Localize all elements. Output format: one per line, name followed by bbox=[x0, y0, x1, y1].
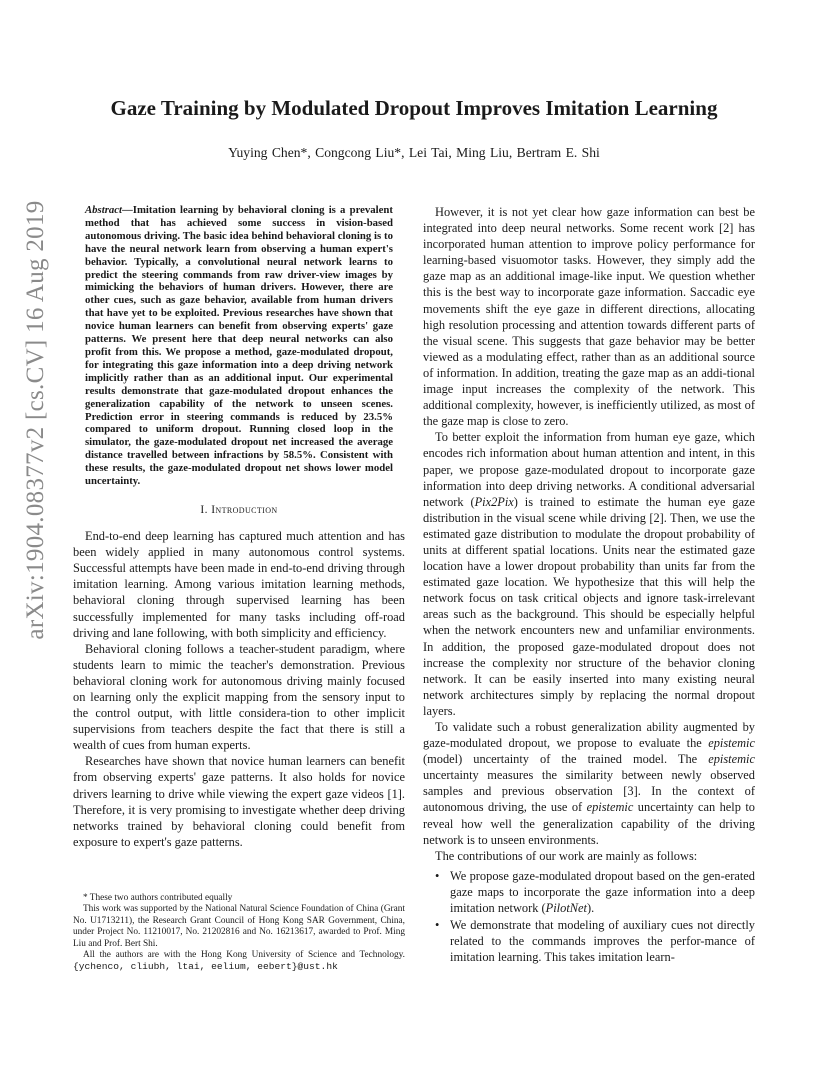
contribution-item-2 bbox=[435, 917, 755, 965]
contribution-1-italic: PilotNet bbox=[545, 901, 587, 916]
author-emails: {ychenco, cliubh, ltai, eelium, eebert}@ust.hk bbox=[73, 961, 338, 973]
bullet-glyph: • bbox=[435, 918, 440, 933]
p3-text-b: (model) uncertainty of the trained model. The bbox=[423, 752, 709, 767]
right-column bbox=[423, 204, 755, 966]
arxiv-identifier: arXiv:1904.08377v2 [cs.CV] 16 Aug 2019 bbox=[22, 200, 49, 640]
abstract-dash: — bbox=[122, 204, 133, 216]
p3-epistemic-2: epistemic bbox=[708, 752, 755, 767]
section-number: I. bbox=[200, 503, 208, 516]
footnote-affiliation bbox=[73, 950, 405, 974]
p3-text-d: uncertainty can help to reveal how well the generalization capability of the driving network is to unseen environments. bbox=[423, 800, 755, 847]
intro-paragraph-3: Researches have shown that novice human learners can benefit from observing experts' gaze patterns. It also holds for novice drivers learning to drive while viewing the expert gaze videos [1]. Therefore, it is very promising to investigate whether deep driving networks trained by behavioral cloning could benefit from exposure to expert's gaze patterns. bbox=[73, 754, 405, 849]
arxiv-sidebar bbox=[6, 40, 66, 800]
p3-epistemic-3: epistemic bbox=[586, 800, 634, 815]
abstract bbox=[85, 204, 393, 488]
bullet-glyph: • bbox=[435, 868, 440, 883]
contribution-1-text-b: ). bbox=[586, 901, 595, 916]
contribution-2-text-a: We demonstrate that modeling of auxiliary cues not directly related to the commands improves the perfor-mance of imitation learning. This takes imitation learn- bbox=[450, 918, 755, 965]
intro-paragraph-1: End-to-end deep learning has captured much attention and has been widely applied in many autonomous control systems. Successful attempts have been made in end-to-end driving through imitation learning. Among various imitation learning methods, behavioral cloning through supervised learning has been successfully implemented for many tasks including off-road driving and lane following, with both simplicity and efficiency. bbox=[73, 529, 405, 640]
intro-paragraph-2: Behavioral cloning follows a teacher-student paradigm, where students learn to mimic the teacher's demonstration. Previous behavioral cloning work for autonomous driving mainly focused on learning only the explicit mapping from the sensory input to the control output, with little considera-tion to other implicit supervisions from teachers despite the fact that there is still a wealth of cues from human experts. bbox=[73, 641, 405, 753]
contribution-item-1 bbox=[435, 868, 755, 916]
footnote-funding: This work was supported by the National Natural Science Foundation of China (Grant No. U1713211), the Research Grant Council of Hong Kong SAR Government, China, under Project No. 11210017, No. 21202816 and No. 16213617, awarded to Prof. Ming Liu and Prof. Bert Shi. bbox=[73, 904, 405, 949]
author-list: Yuying Chen*, Congcong Liu*, Lei Tai, Ming Liu, Bertram E. Shi bbox=[228, 145, 600, 160]
p3-epistemic-1: epistemic bbox=[708, 736, 755, 751]
affiliation-text: All the authors are with the Hong Kong University of Science and Technology. bbox=[83, 950, 405, 961]
section-heading-introduction bbox=[73, 502, 405, 518]
paper-title: Gaze Training by Modulated Dropout Improves Imitation Learning bbox=[110, 96, 718, 120]
section-title: Introduction bbox=[211, 503, 278, 516]
right-paragraph-3 bbox=[423, 719, 755, 848]
contribution-1-text-a: We propose gaze-modulated dropout based on the gen-erated gaze maps to incorporate the gaze information into a deep imitation network ( bbox=[450, 868, 755, 916]
footnotes bbox=[73, 893, 405, 974]
abstract-label: Abstract bbox=[85, 204, 123, 216]
right-paragraph-2 bbox=[423, 429, 755, 719]
p2-pix2pix: Pix2Pix bbox=[474, 494, 514, 509]
p3-text-a: To validate such a robust generalization ability augmented by gaze-modulated dropout, we propose to evaluate the bbox=[423, 720, 755, 751]
contributions-list bbox=[423, 868, 755, 966]
right-paragraph-1: However, it is not yet clear how gaze information can best be integrated into deep neural networks. Some recent work [2] has incorporated human attention to improve policy performance for learning-based visuomotor tasks. However, they simply add the gaze map as an additional image-like input. We question whether this is the best way to incorporate gaze information. Saccadic eye movements shift the eye gaze in different directions, allocating high resolution processing and attention towards different parts of the visual scene. This suggests that gaze behavior may be better viewed as a modulating effect, rather than as an additional source of information. In addition, treating the gaze map as an addi-tional image input increases the complexity of the network. This additional complexity, however, is inefficiently utilized, as most of the gaze map is close to zero. bbox=[423, 205, 755, 429]
abstract-text: Imitation learning by behavioral cloning is a prevalent method that has achieved some success in vision-based autonomous driving. The basic idea behind behavioral cloning is to have the neural network learn from observing a human expert's behavior. Typically, a convolutional neural network learns to predict the steering commands from raw driver-view images by mimicking the behaviors of human drivers. However, there are other cues, such as gaze behavior, available from human drivers that have yet to be exploited. Previous researches have shown that novice human learners can benefit from observing experts' gaze patterns. We present here that deep neural networks can also profit from this. We propose a method, gaze-modulated dropout, for integrating this gaze information into a deep driving network implicitly rather than as an additional input. Our experimental results demonstrate that gaze-modulated dropout enhances the generalization capability of the network to unseen scenes. Prediction error in steering commands is reduced by 23.5% compared to uniform dropout. Running closed loop in the simulator, the gaze-modulated dropout net increased the average distance travelled between infractions by 58.5%. Consistent with these results, the gaze-modulated dropout net shows lower model uncertainty. bbox=[85, 204, 393, 488]
p3-text-c: uncertainty measures the similarity between newly observed samples and previous observation [3]. In the context of autonomous driving, the use of bbox=[423, 768, 755, 815]
left-column bbox=[73, 204, 405, 850]
right-paragraph-4: The contributions of our work are mainly as follows: bbox=[435, 848, 698, 863]
footnote-equal-contribution: * These two authors contributed equally bbox=[83, 893, 233, 903]
p2-text-b: ) is trained to estimate the human eye gaze distribution in the visual scene while driving [2]. Then, we use the estimated gaze distribution to modulate the dropout probability of units at different spatial locations. Units near the estimated gaze location have a lower dropout probability than units far from the estimated gaze location. We hypothesize that this will help the network focus on task critical objects and ignore task-irrelevant areas such as the background. This should be especially helpful when the network encounters new and unfamiliar environments. In addition, the proposed gaze-modulated dropout does not increase the complexity nor structure of the behavior cloning network. It can be easily inserted into many existing neural network architectures simply by replacing the normal dropout layers. bbox=[423, 494, 756, 718]
p2-text-a: To better exploit the information from human eye gaze, which encodes rich information about human attention and intent, in this paper, we propose gaze-modulated dropout to incorporate gaze information into deep driving networks. A conditional adversarial network ( bbox=[423, 430, 755, 509]
